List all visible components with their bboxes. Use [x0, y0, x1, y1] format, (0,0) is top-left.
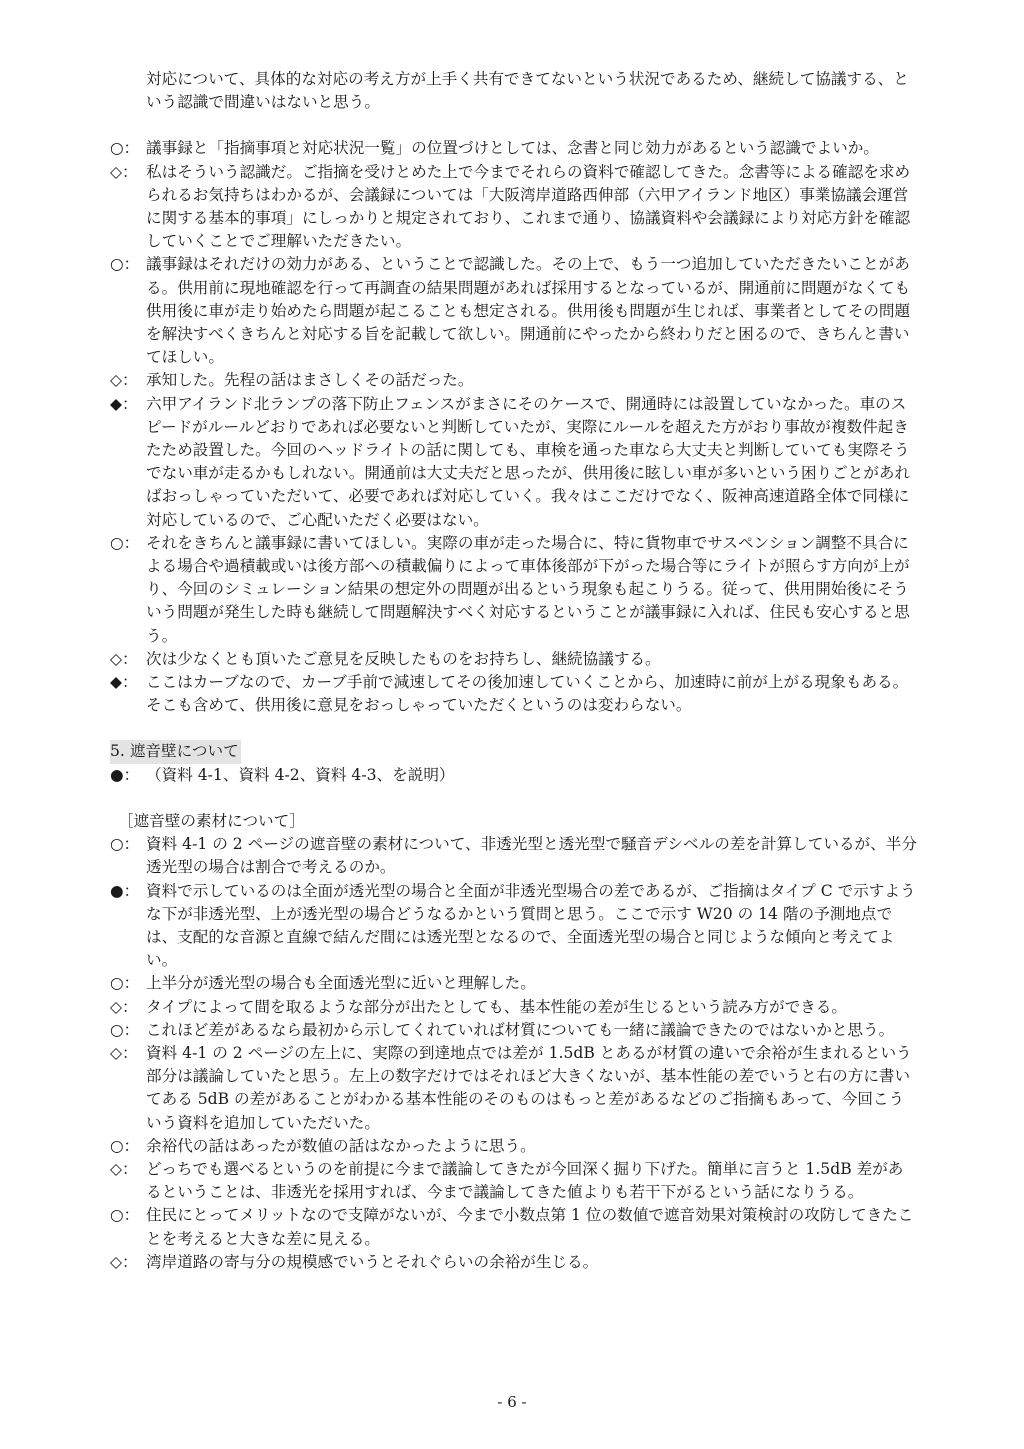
- speaker-mark: ○：: [110, 1020, 140, 1039]
- speaker-mark: ○：: [110, 1206, 140, 1225]
- statement-text: 余裕代の話はあったが数値の話はなかったように思う。: [146, 1136, 536, 1155]
- spacer: [110, 717, 918, 740]
- spacer: [110, 114, 918, 137]
- statement-text: 資料 4-1 の 2 ページの左上に、実際の到達地点では差が 1.5dB とあるが材質の違いで余裕が生まれるという部分は議論していたと思う。左上の数字だけではそれほど大きくないが、基本性能の差でいうと右の方に書いてある 5dB の差があることがわかる基本性能のそのものはもっと差があるなどのご指摘もあって、今回こういう資料を追加していただいた。: [146, 1043, 912, 1132]
- speaker-mark: ◆：: [110, 673, 138, 692]
- statement-text: 次は少なくとも頂いたご意見を反映したものをお持ちし、継続協議する。: [146, 649, 661, 668]
- statement-text: ここはカーブなので、カーブ手前で減速してその後加速していくことから、加速時に前が上がる現象もある。そこも含めて、供用後に意見をおっしゃっていただくというのは変わらない。: [146, 673, 909, 715]
- subsection-heading: ［遮音壁の素材について］: [118, 811, 305, 830]
- statement: [110, 369, 918, 392]
- statement: [110, 1158, 918, 1204]
- speaker-mark: ◇：: [110, 371, 138, 390]
- statement: [110, 253, 918, 369]
- statement: [110, 1204, 918, 1250]
- speaker-mark: ○：: [110, 974, 140, 993]
- statement-text: 私はそういう認識だ。ご指摘を受けとめた上で今までそれらの資料で確認してきた。念書等による確認を求められるお気持ちはわかるが、会議録については「大阪湾岸道路西伸部（六甲アイランド地区）事業協議会運営に関する基本的事項」にしっかりと規定されており、これまで通り、協議資料や会議録により対応方針を確認していくことでご理解いただきたい。: [146, 162, 911, 251]
- speaker-mark: ○：: [110, 533, 140, 552]
- section4-discussion: [110, 137, 918, 717]
- statement-text: 資料 4-1 の 2 ページの遮音壁の素材について、非透光型と透光型で騒音デシベルの差を計算しているが、半分透光型の場合は割合で考えるのか。: [146, 835, 917, 877]
- speaker-mark: ◇：: [110, 649, 138, 668]
- speaker-mark: ●：: [110, 881, 140, 900]
- speaker-mark: ◇：: [110, 1159, 138, 1178]
- statement-text: 承知した。先程の話はまさしくその話だった。: [146, 371, 474, 390]
- speaker-mark: ○：: [110, 139, 140, 158]
- statement: [110, 1019, 918, 1042]
- statement-text: 湾岸道路の寄与分の規模感でいうとそれぐらいの余裕が生じる。: [146, 1252, 599, 1271]
- statement: [110, 648, 918, 671]
- section-heading: 5. 遮音壁について: [110, 740, 241, 763]
- speaker-mark: ◆：: [110, 394, 138, 413]
- statement: [110, 996, 918, 1019]
- speaker-mark: ●：: [110, 765, 140, 784]
- statement: [110, 161, 918, 254]
- statement: [110, 532, 918, 648]
- statement-text: 住民にとってメリットなので支障がないが、今まで小数点第 1 位の数値で遮音効果対策検討の攻防してきたことを考えると大きな差に見える。: [146, 1206, 914, 1248]
- statement: [110, 393, 918, 532]
- statement-text: 六甲アイランド北ランプの落下防止フェンスがまさにそのケースで、開通時には設置していなかった。車のスピードがルールどおりであれば必要ないと判断していたが、実際にルールを超えた方がおり事故が複数件起きたため設置した。今回のヘッドライトの話に関しても、車検を通った車なら大丈夫と判断していても実際そうでない車が走るかもしれない。開通前は大丈夫だと思ったが、供用後に眩しい車が多いという困りごとがあればおっしゃっていただいて、必要であれば対応していく。我々はここだけでなく、阪神高速道路全体で同様に対応しているので、ご心配いただく必要はない。: [146, 394, 911, 529]
- statement: [110, 1135, 918, 1158]
- statement-text: 資料で示しているのは全面が透光型の場合と全面が非透光型場合の差であるが、ご指摘はタイプ C で示すような下が非透光型、上が透光型の場合どうなるかという質問と思う。ここで示す W20 の 14 階の予測地点では、支配的な音源と直線で結んだ間には透光型となるので、全面透光型の場合と同じような傾向と考えてよい。: [146, 881, 916, 970]
- statement-text: 議事録と「指摘事項と対応状況一覧」の位置づけとしては、念書と同じ効力があるという認識でよいか。: [146, 139, 879, 158]
- statement-text: タイプによって間を取るような部分が出たとしても、基本性能の差が生じるという読み方ができる。: [146, 997, 847, 1016]
- spacer: [110, 787, 918, 810]
- page-number: - 6 -: [497, 1393, 527, 1411]
- statement-text: 上半分が透光型の場合も全面透光型に近いと理解した。: [146, 974, 536, 993]
- statement: [110, 1042, 918, 1135]
- speaker-mark: ◇：: [110, 1252, 138, 1271]
- speaker-mark: ○：: [110, 835, 140, 854]
- speaker-mark: ◇：: [110, 997, 138, 1016]
- section5: [110, 740, 918, 1273]
- statement: [110, 972, 918, 995]
- speaker-mark: ◇：: [110, 162, 138, 181]
- statement-text: これほど差があるなら最初から示してくれていれば材質についても一緒に議論できたのではないかと思う。: [146, 1020, 895, 1039]
- statement-text: どっちでも選べるというのを前提に今まで議論してきたが今回深く掘り下げた。簡単に言うと 1.5dB 差があるということは、非透光を採用すれば、今まで議論してきた値よりも若干下がるという話になりうる。: [146, 1159, 904, 1202]
- statement: [110, 137, 918, 160]
- statement: [110, 833, 918, 879]
- statement: [110, 671, 918, 717]
- statement-text: それをきちんと議事録に書いてほしい。実際の車が走った場合に、特に貨物車でサスペンション調整不具合による場合や過積載或いは後方部への積載偏りによって車体後部が下がった場合等にライトが照らす方向が上がり、今回のシミュレーション結果の想定外の問題が出るという現象も起こりうる。従って、供用開始後にそういう問題が発生した時も継続して問題解決すべく対応するということが議事録に入れば、住民も安心すると思う。: [146, 533, 910, 645]
- statement-text: 議事録はそれだけの効力がある、ということで認識した。その上で、もう一つ追加していただきたいことがある。供用前に現地確認を行って再調査の結果問題があれば採用するとなっているが、開通前に問題がなくても供用後に車が走り始めたら問題が起こることも想定される。供用後も問題が生じれば、事業者としてその問題を解決すべくきちんと対応する旨を記載して欲しい。開通前にやったから終わりだと困るので、きちんと書いてほしい。: [146, 255, 911, 367]
- intro-continuation: 対応について、具体的な対応の考え方が上手く共有できてないという状況であるため、継続して協議する、という認識で間違いはないと思う。: [146, 70, 909, 112]
- speaker-mark: ○：: [110, 1136, 140, 1155]
- statement: [110, 880, 918, 973]
- speaker-mark: ○：: [110, 255, 140, 274]
- statement-text: （資料 4-1、資料 4-2、資料 4-3、を説明）: [146, 765, 455, 784]
- speaker-mark: ◇：: [110, 1043, 138, 1062]
- statement: [110, 1251, 918, 1274]
- statement: [110, 764, 918, 787]
